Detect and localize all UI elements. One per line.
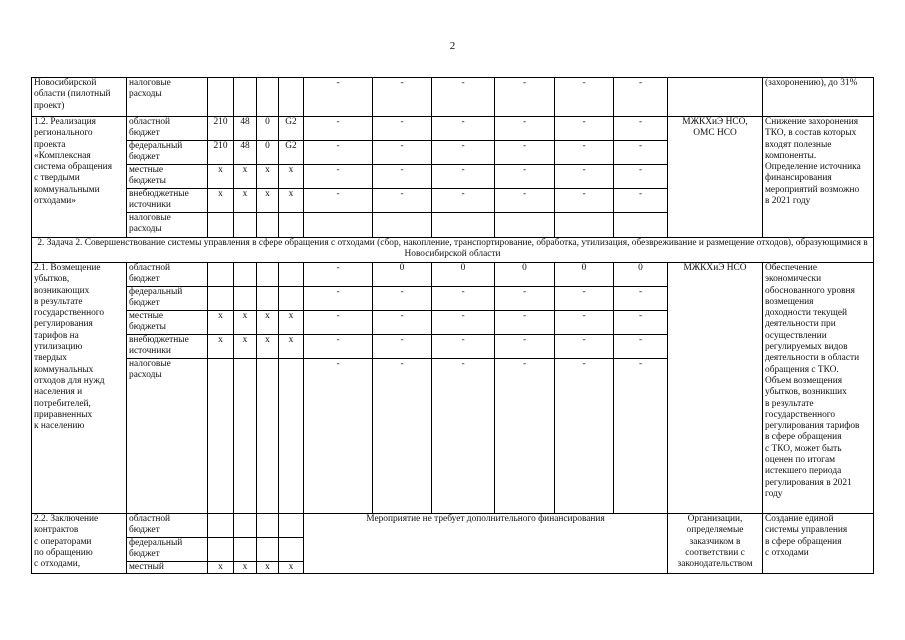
value-cell: - (373, 78, 432, 117)
code-cell: x (234, 311, 257, 335)
no-funding-note: Мероприятие не требует дополнительного финансирования (304, 514, 668, 574)
code-cell: x (234, 562, 257, 574)
value-cell: - (304, 165, 373, 189)
result-cell: Создание единой системы управления в сфере обращения с отходами (763, 514, 874, 574)
value-cell: - (432, 335, 495, 359)
source-cell: областной бюджет (127, 117, 208, 141)
value-cell: - (304, 335, 373, 359)
value-cell (304, 213, 373, 238)
code-cell: x (257, 165, 279, 189)
executor-cell: МЖКХиЭ НСО, ОМС НСО (668, 117, 763, 238)
value-cell: - (304, 189, 373, 213)
value-cell: - (495, 165, 555, 189)
code-cell (234, 359, 257, 514)
value-cell: 0 (432, 263, 495, 287)
code-cell: x (208, 189, 234, 213)
table-row (32, 263, 874, 287)
code-cell (234, 78, 257, 117)
value-cell: - (432, 189, 495, 213)
value-cell: - (495, 141, 555, 165)
value-cell: - (432, 78, 495, 117)
code-cell: x (234, 165, 257, 189)
result-cell: Снижение захоронения ТКО, в состав которых входят полезные компоненты. Определение источника финансирования мероприятий возможно в 2021 году (763, 117, 874, 238)
event-cell: 1.2. Реализация регионального проекта «Комплексная система обращения с твердыми коммунальными отходами» (32, 117, 127, 238)
code-cell: 48 (234, 117, 257, 141)
table-row (32, 117, 874, 141)
code-cell: x (279, 562, 304, 574)
executor-cell: МЖКХиЭ НСО (668, 263, 763, 514)
code-cell (257, 359, 279, 514)
code-cell: G2 (279, 117, 304, 141)
source-cell: федеральный бюджет (127, 287, 208, 311)
value-cell: - (304, 359, 373, 514)
value-cell: - (614, 141, 668, 165)
value-cell: - (373, 141, 432, 165)
code-cell (279, 287, 304, 311)
code-cell (257, 263, 279, 287)
code-cell (279, 359, 304, 514)
value-cell: - (614, 189, 668, 213)
value-cell: - (495, 359, 555, 514)
value-cell: - (432, 359, 495, 514)
value-cell: - (495, 287, 555, 311)
value-cell: - (495, 78, 555, 117)
value-cell: - (555, 311, 614, 335)
code-cell: x (257, 311, 279, 335)
value-cell: - (555, 287, 614, 311)
code-cell (279, 213, 304, 238)
code-cell (208, 514, 234, 538)
value-cell: - (432, 117, 495, 141)
source-cell: налоговые расходы (127, 359, 208, 514)
source-cell: областной бюджет (127, 263, 208, 287)
table-row (32, 514, 874, 538)
value-cell (432, 213, 495, 238)
value-cell: - (304, 78, 373, 117)
value-cell: - (373, 335, 432, 359)
value-cell: - (495, 311, 555, 335)
result-cell: Обеспечение экономически обоснованного уровня возмещения доходности текущей деятельности при осуществлении регулируемых видов деятельности в области обращения с ТКО. Объем возмещения убытков, возникших в результате государственного регулирования тарифов в сфере обращения с ТКО, может быть оценен по итогам истекшего периода регулирования в 2021 году (763, 263, 874, 514)
code-cell: x (208, 562, 234, 574)
code-cell (279, 263, 304, 287)
code-cell: x (279, 165, 304, 189)
code-cell (208, 213, 234, 238)
code-cell: 210 (208, 141, 234, 165)
code-cell: x (257, 335, 279, 359)
code-cell (208, 359, 234, 514)
value-cell: - (432, 311, 495, 335)
code-cell (257, 514, 279, 538)
source-cell: местный (127, 562, 208, 574)
code-cell: 0 (257, 117, 279, 141)
code-cell: x (208, 335, 234, 359)
result-cell: (захоронению), до 31% (763, 78, 874, 117)
code-cell: G2 (279, 141, 304, 165)
code-cell (279, 538, 304, 562)
source-cell: областной бюджет (127, 514, 208, 538)
code-cell (208, 78, 234, 117)
code-cell (234, 287, 257, 311)
event-cell: 2.1. Возмещение убытков, возникающих в результате государственного регулирования тарифов на утилизацию твердых коммунальных отходов для нужд населения и потребителей, приравненных к населению (32, 263, 127, 514)
value-cell: - (304, 311, 373, 335)
source-cell: федеральный бюджет (127, 538, 208, 562)
code-cell (234, 538, 257, 562)
event-cell: Новосибирской области (пилотный проект) (32, 78, 127, 117)
code-cell: x (279, 311, 304, 335)
code-cell: x (279, 189, 304, 213)
source-cell: налоговые расходы (127, 78, 208, 117)
source-cell: внебюджетные источники (127, 189, 208, 213)
value-cell: - (614, 335, 668, 359)
value-cell: - (432, 141, 495, 165)
source-cell: федеральный бюджет (127, 141, 208, 165)
source-cell: внебюджетные источники (127, 335, 208, 359)
table-row (32, 78, 874, 117)
source-cell: местные бюджеты (127, 165, 208, 189)
executor-cell (668, 78, 763, 117)
value-cell: - (614, 78, 668, 117)
value-cell: - (373, 189, 432, 213)
value-cell (614, 213, 668, 238)
value-cell: 0 (495, 263, 555, 287)
value-cell: - (373, 311, 432, 335)
value-cell: - (304, 287, 373, 311)
value-cell: - (614, 287, 668, 311)
source-cell: местные бюджеты (127, 311, 208, 335)
code-cell (208, 287, 234, 311)
value-cell: - (614, 311, 668, 335)
code-cell: x (234, 335, 257, 359)
code-cell (257, 287, 279, 311)
value-cell: - (495, 117, 555, 141)
value-cell: - (495, 189, 555, 213)
value-cell: - (373, 287, 432, 311)
value-cell: - (373, 117, 432, 141)
value-cell: 0 (614, 263, 668, 287)
executor-cell: Организации, определяемые заказчиком в соответствии с законодательством (668, 514, 763, 574)
value-cell: - (555, 359, 614, 514)
code-cell (208, 263, 234, 287)
value-cell: - (555, 117, 614, 141)
value-cell (495, 213, 555, 238)
code-cell: x (208, 165, 234, 189)
source-cell: налоговые расходы (127, 213, 208, 238)
code-cell: 210 (208, 117, 234, 141)
value-cell: - (304, 263, 373, 287)
code-cell: x (257, 189, 279, 213)
section-heading-row (32, 238, 874, 263)
code-cell: x (234, 189, 257, 213)
value-cell: - (432, 287, 495, 311)
value-cell: - (614, 359, 668, 514)
value-cell: - (304, 117, 373, 141)
code-cell (279, 78, 304, 117)
program-activities-table (31, 77, 874, 574)
code-cell (257, 78, 279, 117)
value-cell: 0 (373, 263, 432, 287)
value-cell: - (555, 78, 614, 117)
value-cell: - (555, 189, 614, 213)
code-cell: x (257, 562, 279, 574)
code-cell (234, 213, 257, 238)
code-cell (257, 538, 279, 562)
value-cell: - (432, 165, 495, 189)
code-cell (279, 514, 304, 538)
value-cell: - (555, 141, 614, 165)
value-cell (555, 213, 614, 238)
value-cell: - (555, 335, 614, 359)
value-cell: - (373, 359, 432, 514)
task-2-heading: 2. Задача 2. Совершенствование системы управления в сфере обращения с отходами (сбор, накопление, транспортирование, обработка, утилизация, обезвреживание и размещение отходов), образующимися в Новосибирской области (32, 238, 874, 263)
page-number: 2 (449, 40, 456, 52)
value-cell: - (304, 141, 373, 165)
value-cell: 0 (555, 263, 614, 287)
code-cell (234, 263, 257, 287)
code-cell: 48 (234, 141, 257, 165)
value-cell: - (495, 335, 555, 359)
code-cell: x (279, 335, 304, 359)
code-cell: 0 (257, 141, 279, 165)
value-cell: - (555, 165, 614, 189)
value-cell: - (614, 165, 668, 189)
code-cell: x (208, 311, 234, 335)
value-cell (373, 213, 432, 238)
value-cell: - (373, 165, 432, 189)
code-cell (234, 514, 257, 538)
code-cell (257, 213, 279, 238)
code-cell (208, 538, 234, 562)
value-cell: - (614, 117, 668, 141)
event-cell: 2.2. Заключение контрактов с операторами по обращению с отходами, (32, 514, 127, 574)
